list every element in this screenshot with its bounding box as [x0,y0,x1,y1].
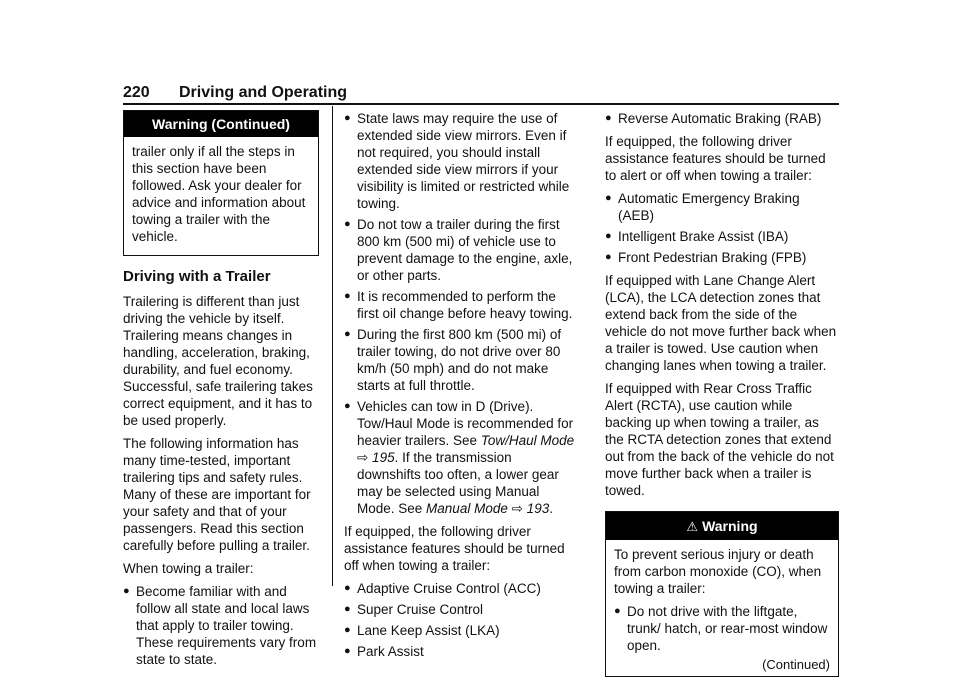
bullet-icon: ● [605,230,612,242]
paragraph: If equipped, the following driver assistance features should be turned to alert or off when towing a trailer: [605,134,826,183]
list-item: ● It is recommended to perform the first oil change before heavy towing. [344,289,573,321]
section-title: Driving and Operating [179,84,348,101]
bullet-list [123,583,319,668]
list-item: ● Vehicles can tow in D (Drive). Tow/Haul Mode is recommended for heavier trailers. See Tow/Haul Mode ⇨ 195. If the transmission downshifts too often, a lower gear may be selected using Manual Mode. See Manual Mode ⇨ 193. [344,399,575,516]
list-item: ● Adaptive Cruise Control (ACC) [344,581,541,596]
warning-header [606,512,838,540]
paragraph: Trailering is different than just driving the vehicle by itself. Trailering means changes in handling, acceleration, braking, durability, and fuel economy. Successful, safe trailering takes correct equipment, and it has to be used properly. [123,294,313,428]
paragraph: The following information has many time-tested, important trailering tips and safety rules. Many of these are important for your safety and that of your passengers. Read this section carefully before pulling a trailer. [123,436,311,553]
cross-reference-link[interactable]: Manual Mode [426,501,508,516]
list-item: ● Become familiar with and follow all state and local laws that apply to trailer towing. These requirements vary from state to state. [123,584,317,667]
continued-label: (Continued) [762,657,830,672]
bullet-icon: ● [614,605,621,617]
bullet-icon: ● [605,192,612,204]
bullet-list [344,580,576,660]
list-item: ● Super Cruise Control [344,602,484,617]
list-item: ● Front Pedestrian Braking (FPB) [605,250,807,265]
list-item: ● Automatic Emergency Braking (AEB) [605,191,800,223]
warning-box [605,511,839,677]
bullet-icon: ● [123,585,130,597]
cross-reference-link[interactable]: Tow/Haul Mode [480,433,575,448]
page-number: 220 [123,84,150,101]
paragraph: If equipped with Rear Cross Traffic Alert (RCTA), use caution while backing up when towing a trailer, as the RCTA detection zones that extend out from the back of the vehicle do not move further back when a trailer is towed. [605,381,834,498]
bullet-icon: ● [344,400,351,412]
page-header [123,84,839,104]
bullet-icon: ● [605,251,612,263]
page-reference[interactable]: ⇨ 195 [357,450,395,465]
list-item: ● State laws may require the use of extended side view mirrors. Even if not required, you should install extended side view mirrors if your visibility is limited or restricted while towing. [344,111,570,211]
warning-title: Warning [702,518,758,534]
page-reference[interactable]: ⇨ 193 [511,501,550,516]
bullet-icon: ● [344,290,351,302]
warning-text: To prevent serious injury or death from carbon monoxide (CO), when towing a trailer: [614,547,822,596]
bullet-icon: ● [344,645,351,657]
paragraph: If equipped with Lane Change Alert (LCA), the LCA detection zones that extend back from the side of the vehicle do not move further back when a trailer is towed. Use caution when changing lanes when towing a trailer. [605,273,837,373]
bullet-icon: ● [605,112,612,124]
column-3 [605,110,839,689]
section-heading: Driving with a Trailer [123,268,271,285]
bullet-icon: ● [344,624,351,636]
bullet-icon: ● [344,328,351,340]
list-item: ● Park Assist [344,644,424,659]
list-item: ● Lane Keep Assist (LKA) [344,623,500,638]
list-item: ● During the first 800 km (500 mi) of trailer towing, do not drive over 80 km/h (50 mph) and do not make starts at full throttle. [344,327,562,393]
paragraph: When towing a trailer: [123,561,254,576]
bullet-icon: ● [344,112,351,124]
bullet-icon: ● [344,218,351,230]
list-item: ● Do not drive with the liftgate, trunk/ hatch, or rear-most window open. [614,604,828,653]
warning-continued-box [123,110,319,256]
column-divider [332,106,333,586]
list-item: ● Do not tow a trailer during the first 800 km (500 mi) of vehicle use to prevent damage to the engine, axle, or other parts. [344,217,573,283]
list-item: ● Reverse Automatic Braking (RAB) [605,111,822,126]
bullet-icon: ● [344,582,351,594]
warning-continued-title: Warning (Continued) [124,111,318,137]
bullet-list [605,190,839,266]
list-item: ● Intelligent Brake Assist (IBA) [605,229,789,244]
column-1 [123,110,319,674]
paragraph: If equipped, the following driver assistance features should be turned off when towing a trailer: [344,524,565,573]
bullet-list [344,110,576,517]
bullet-list [614,603,830,654]
header-rule [123,103,839,105]
warning-continued-text: trailer only if all the steps in this section have been followed. Ask your dealer for advice and information about towing a trailer with the vehicle. [132,144,306,244]
bullet-icon: ● [344,603,351,615]
column-2 [344,110,576,666]
warning-icon: ⚠ [686,519,699,534]
bullet-list [605,110,839,127]
